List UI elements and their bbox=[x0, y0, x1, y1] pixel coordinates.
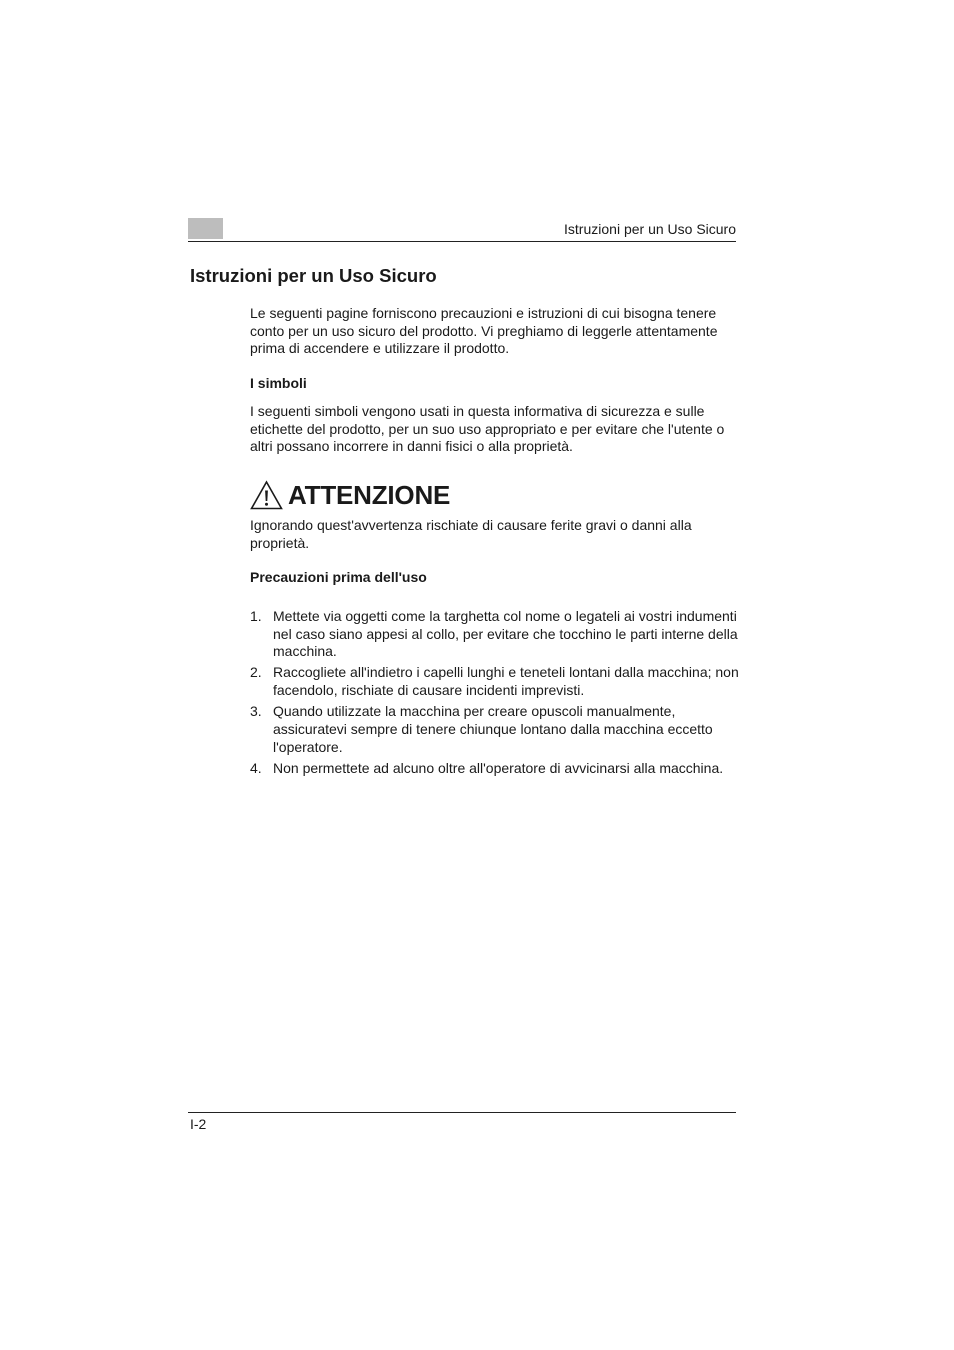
page-number: I-2 bbox=[190, 1116, 207, 1132]
warning-triangle-icon bbox=[250, 480, 283, 510]
caution-label: ATTENZIONE bbox=[288, 480, 451, 510]
list-item-number: 2. bbox=[250, 664, 262, 681]
header-rule bbox=[188, 241, 736, 242]
precautions-list bbox=[250, 608, 744, 781]
list-item-number: 3. bbox=[250, 703, 262, 720]
caution-paragraph: Ignorando quest'avvertenza rischiate di causare ferite gravi o danni alla proprietà. bbox=[250, 517, 692, 551]
list-item-text: Raccogliete all'indietro i capelli lunghi e teneteli lontani dalla macchina; non facendolo, rischiate di causare incidenti imprevisti. bbox=[273, 664, 739, 699]
symbols-paragraph: I seguenti simboli vengono usati in questa informativa di sicurezza e sulle etichette del prodotto, per un suo uso appropriato e per evitare che l'utente o altri possano incorrere in danni fisici o alla proprietà. bbox=[250, 403, 725, 455]
list-item-number: 4. bbox=[250, 759, 262, 776]
list-item-text: Mettete via oggetti come la targhetta col nome o legateli ai vostri indumenti nel caso siano appesi al collo, per evitare che tocchino le parti interne della macchina. bbox=[273, 608, 738, 660]
precautions-heading: Precauzioni prima dell'uso bbox=[250, 569, 427, 585]
list-item bbox=[250, 664, 744, 699]
section-title: Istruzioni per un Uso Sicuro bbox=[190, 265, 437, 286]
caution-block bbox=[250, 478, 450, 512]
chapter-tab-marker bbox=[188, 218, 223, 239]
list-item-number: 1. bbox=[250, 608, 262, 624]
list-item bbox=[250, 703, 744, 756]
list-item bbox=[250, 760, 744, 778]
footer-rule bbox=[188, 1112, 736, 1113]
running-header: Istruzioni per un Uso Sicuro bbox=[564, 221, 736, 237]
symbols-heading: I simboli bbox=[250, 375, 307, 391]
list-item-text: Non permettete ad alcuno oltre all'operatore di avvicinarsi alla macchina. bbox=[273, 759, 724, 776]
intro-paragraph: Le seguenti pagine forniscono precauzioni e istruzioni di cui bisogna tenere conto per un uso sicuro del prodotto. Vi preghiamo di leggerle attentamente prima di accendere e utilizzare il prodotto. bbox=[250, 305, 718, 357]
list-item-text: Quando utilizzate la macchina per creare opuscoli manualmente, assicuratevi sempre di tenere chiunque lontano dalla macchina eccetto l'operatore. bbox=[273, 703, 713, 755]
list-item bbox=[250, 608, 744, 661]
